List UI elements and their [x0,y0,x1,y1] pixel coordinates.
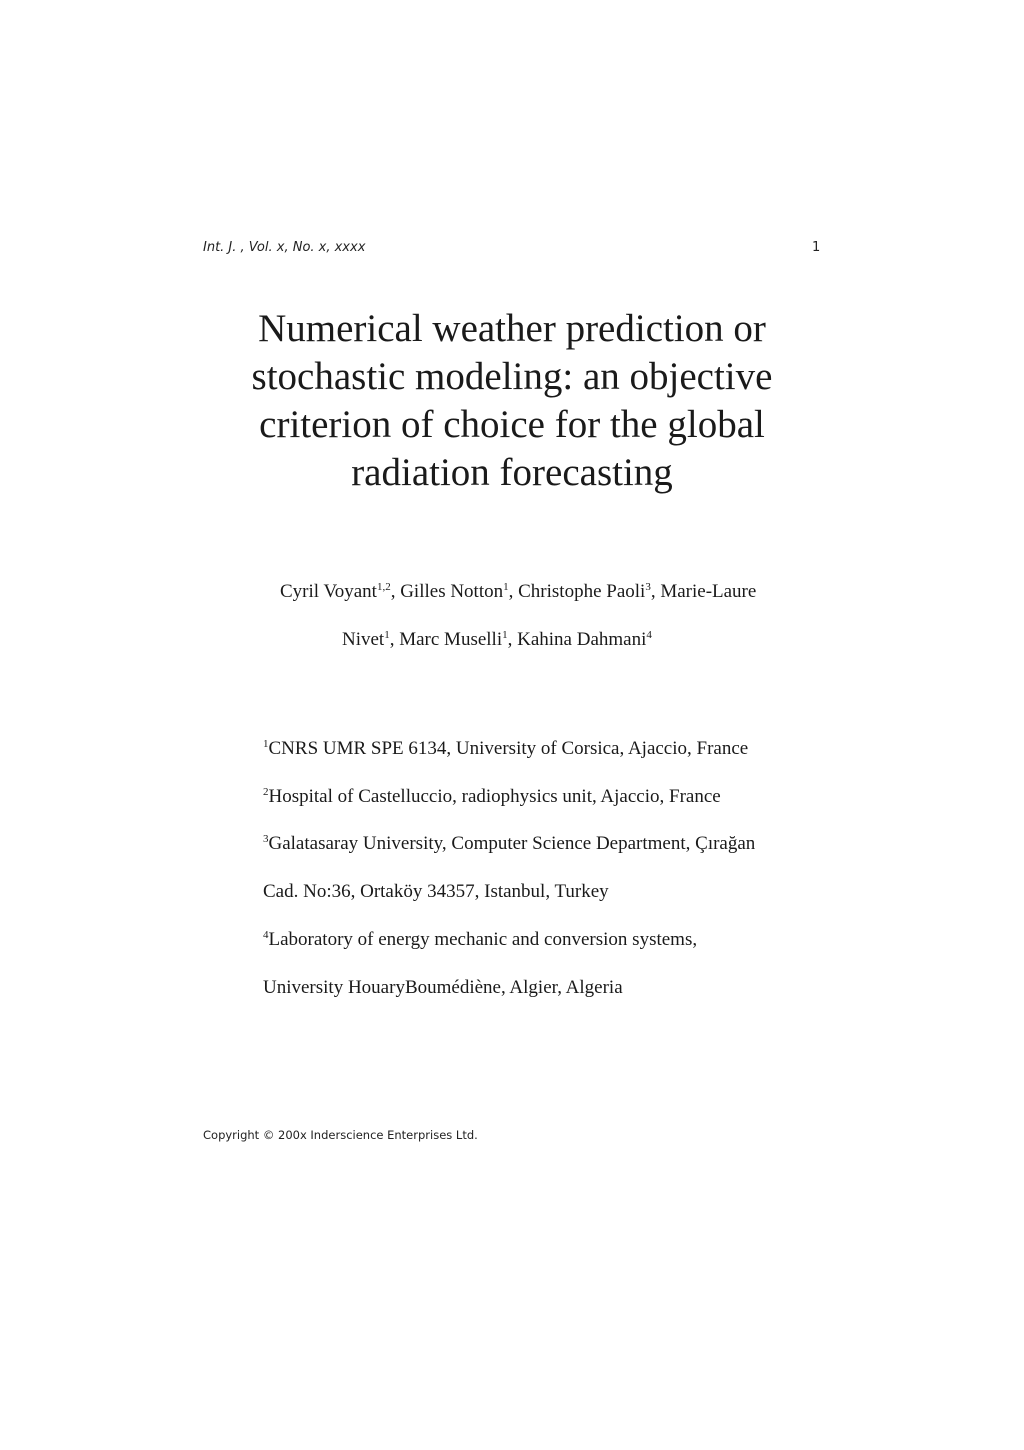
title-line: radiation forecasting [351,451,673,494]
journal-header: Int. J. , Vol. x, No. x, xxxx [203,240,366,255]
affiliation-mark: 3 [263,833,269,845]
author-name: , Marc Muselli [389,629,503,650]
affiliation-text: Galatasaray University, Computer Science Department, Çırağan [268,833,756,854]
author-affiliation-mark: 1,2 [376,581,391,593]
copyright-notice: Copyright © 200x Inderscience Enterprises Ltd. [203,1128,478,1142]
author-affiliation-mark: 1 [384,629,390,641]
affiliation-4-continued: University HouaryBoumédiène, Algier, Algeria [263,977,623,998]
affiliation-mark: 2 [263,786,269,798]
author-affiliation-mark: 1 [502,629,508,641]
affiliation-4 [263,929,697,951]
author-name: , Gilles Notton [390,581,504,602]
author-affiliation-mark: 3 [645,581,651,593]
author-name: , Marie-Laure [650,581,757,602]
author-affiliation-mark: 1 [503,581,509,593]
affiliation-3-continued: Cad. No:36, Ortaköy 34357, Istanbul, Turkey [263,881,609,902]
author-name: Cyril Voyant [280,581,377,602]
author-name: , Kahina Dahmani [507,629,647,650]
authors-line-1 [280,581,756,603]
affiliation-mark: 4 [263,929,269,941]
page-number: 1 [812,240,821,255]
affiliation-mark: 1 [263,738,269,750]
author-name: Nivet [342,629,385,650]
affiliation-1 [263,738,748,760]
affiliation-text: Laboratory of energy mechanic and conversion systems, [268,929,698,950]
author-affiliation-mark: 4 [646,629,652,641]
affiliation-text: Hospital of Castelluccio, radiophysics unit, Ajaccio, France [268,786,721,807]
affiliation-3 [263,833,755,855]
paper-title [200,305,824,497]
affiliation-text: CNRS UMR SPE 6134, University of Corsica, Ajaccio, France [268,738,749,759]
title-line: Numerical weather prediction or [258,307,766,350]
author-name: , Christophe Paoli [508,581,646,602]
title-line: stochastic modeling: an objective [251,355,773,398]
title-line: criterion of choice for the global [259,403,765,446]
authors-line-2 [342,629,652,651]
affiliation-2 [263,786,721,808]
